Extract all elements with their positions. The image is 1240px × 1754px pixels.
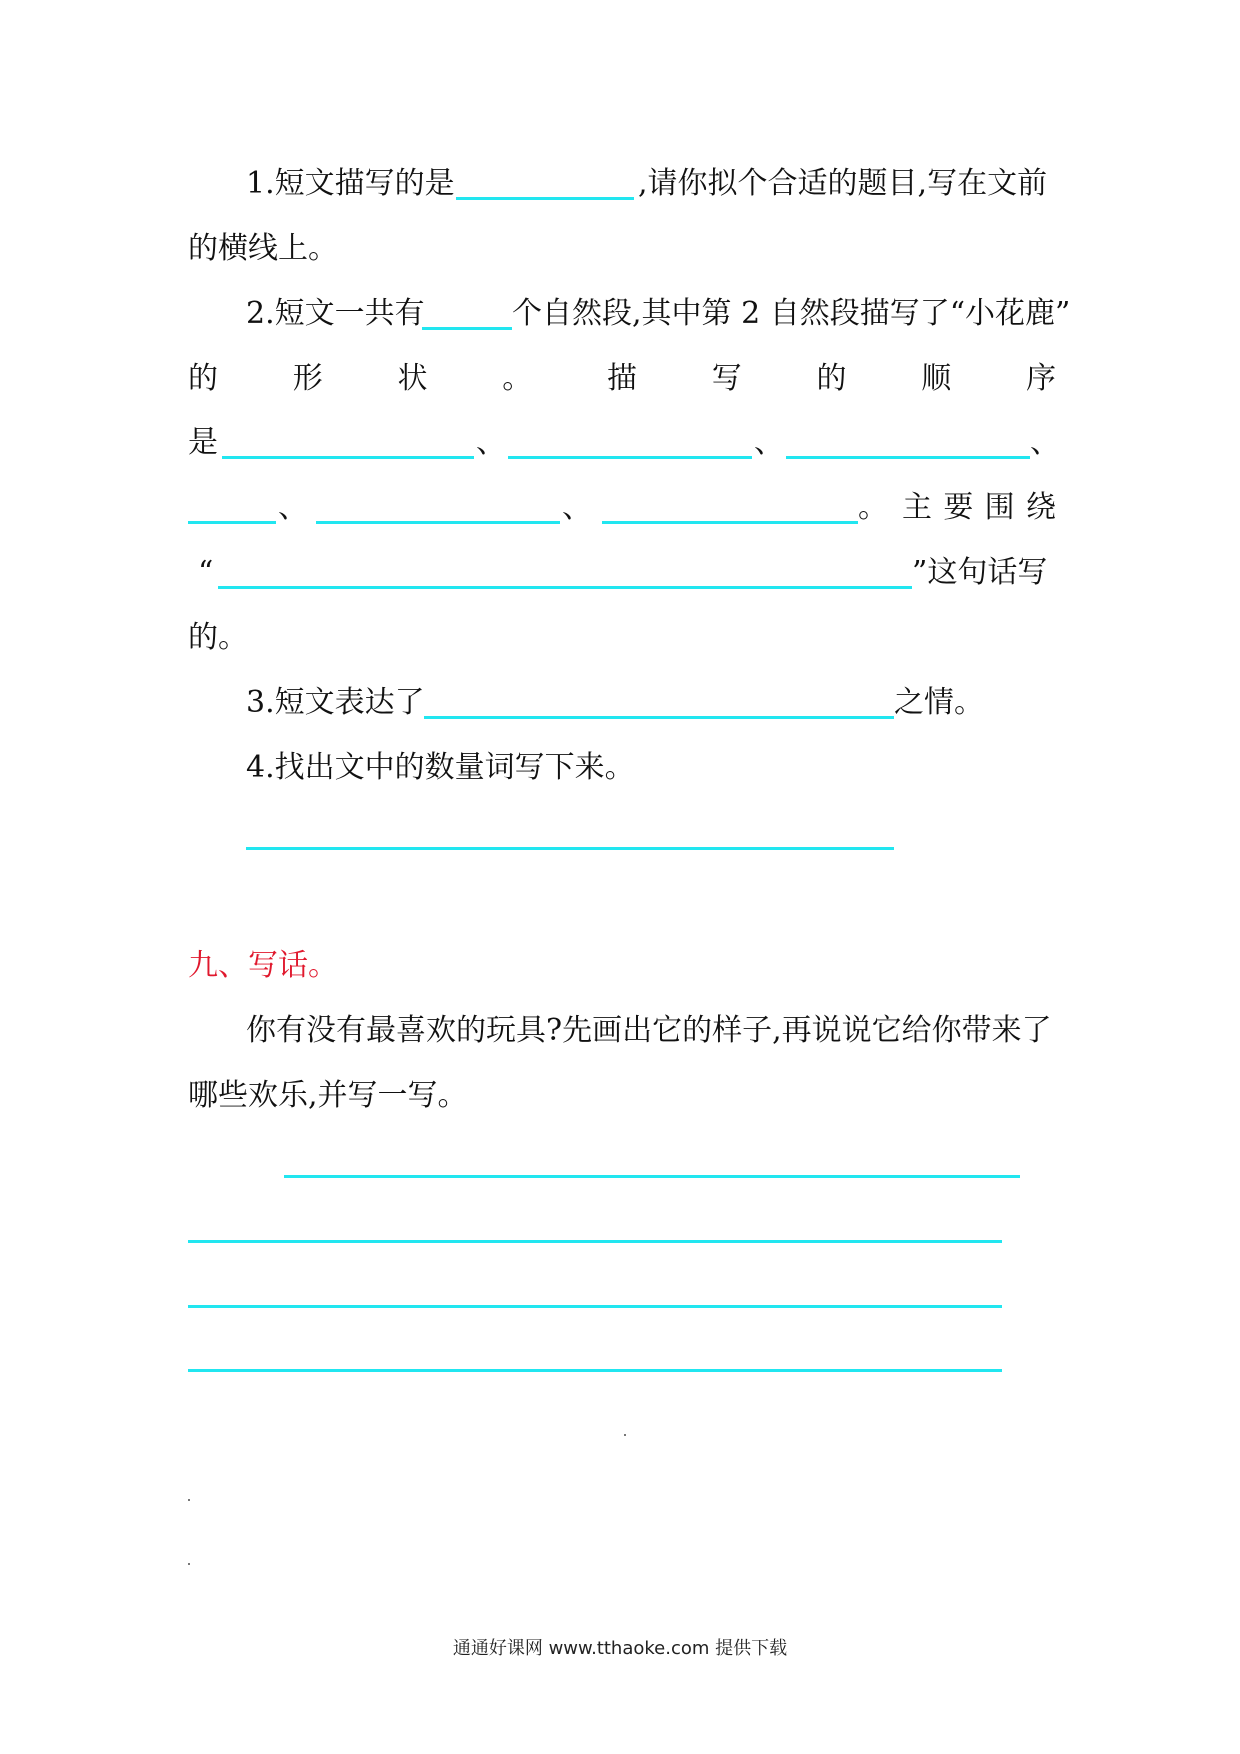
scan-dot — [188, 1499, 190, 1501]
scan-dot — [624, 1434, 626, 1436]
q2-order-blank-5[interactable] — [316, 521, 560, 524]
q2-order-blank-1[interactable] — [222, 456, 474, 459]
q1-blank[interactable] — [456, 197, 634, 200]
writing-line-1[interactable] — [284, 1175, 1020, 1178]
q2-spread-char: 描 — [607, 361, 637, 396]
q2-period: 。 — [858, 490, 888, 525]
q2-spread2-char: 绕 — [1025, 490, 1056, 525]
q2-spread-char: 顺 — [921, 361, 952, 396]
q2-separator: 、 — [278, 490, 308, 525]
q1-text-a: 1.短文描写的是 — [246, 166, 455, 201]
q2-spread2-char: 要 — [943, 490, 974, 525]
writing-line-3[interactable] — [188, 1305, 1002, 1308]
q2-spread-char: 状 — [397, 361, 428, 396]
q2-separator: 、 — [562, 490, 592, 525]
section9-prompt-a: 你有没有最喜欢的玩具?先画出它的样子,再说说它给你带来了 — [246, 1013, 1052, 1048]
q2-spread-line-2 — [902, 487, 1056, 529]
section9-prompt-b: 哪些欢乐,并写一写。 — [188, 1078, 468, 1113]
q2-spread-line — [188, 358, 1056, 400]
q2-separator: 、 — [1030, 425, 1060, 460]
q1-text-b: ,请你拟个合适的题目,写在文前 — [638, 166, 1048, 201]
writing-line-4[interactable] — [188, 1369, 1002, 1372]
writing-line-2[interactable] — [188, 1240, 1002, 1243]
q4-text: 4.找出文中的数量词写下来。 — [246, 750, 635, 785]
q2-order-blank-6[interactable] — [602, 521, 858, 524]
q2-spread-char: 形 — [292, 361, 323, 396]
q2-text-a: 2.短文一共有 — [246, 296, 425, 331]
section9-title: 九、写话。 — [188, 948, 338, 983]
q2-order-blank-2[interactable] — [508, 456, 752, 459]
q2-separator: 、 — [476, 425, 506, 460]
q2-paragraph-count-blank[interactable] — [422, 327, 512, 330]
q2-order-blank-4[interactable] — [188, 521, 276, 524]
q2-order-blank-3[interactable] — [786, 456, 1030, 459]
q3-text-b: 之情。 — [894, 685, 984, 720]
q2-text-c: 是 — [188, 425, 218, 460]
q2-spread2-char: 主 — [902, 490, 932, 525]
q2-spread-char: 的 — [816, 361, 847, 396]
q2-spread-char: 。 — [502, 361, 533, 396]
footer-credit: 通通好课网 www.tthaoke.com 提供下载 — [452, 1638, 788, 1659]
q2-open-quote: “ — [198, 555, 214, 590]
q2-separator: 、 — [754, 425, 784, 460]
q2-spread-char: 写 — [711, 361, 742, 396]
q3-text-a: 3.短文表达了 — [246, 685, 425, 720]
q2-key-sentence-blank[interactable] — [218, 586, 912, 589]
q2-text-b: 个自然段,其中第 2 自然段描写了“小花鹿” — [512, 296, 1071, 331]
scan-dot — [188, 1563, 190, 1565]
q1-text-c: 的横线上。 — [188, 231, 338, 266]
q2-text-d: 的。 — [188, 620, 248, 655]
q2-close-text: ”这句话写 — [912, 555, 1048, 590]
q3-feeling-blank[interactable] — [424, 716, 894, 719]
q2-spread-char: 的 — [188, 361, 218, 396]
q4-answer-blank[interactable] — [246, 847, 894, 850]
q2-spread2-char: 围 — [984, 490, 1015, 525]
q2-spread-char: 序 — [1026, 361, 1056, 396]
